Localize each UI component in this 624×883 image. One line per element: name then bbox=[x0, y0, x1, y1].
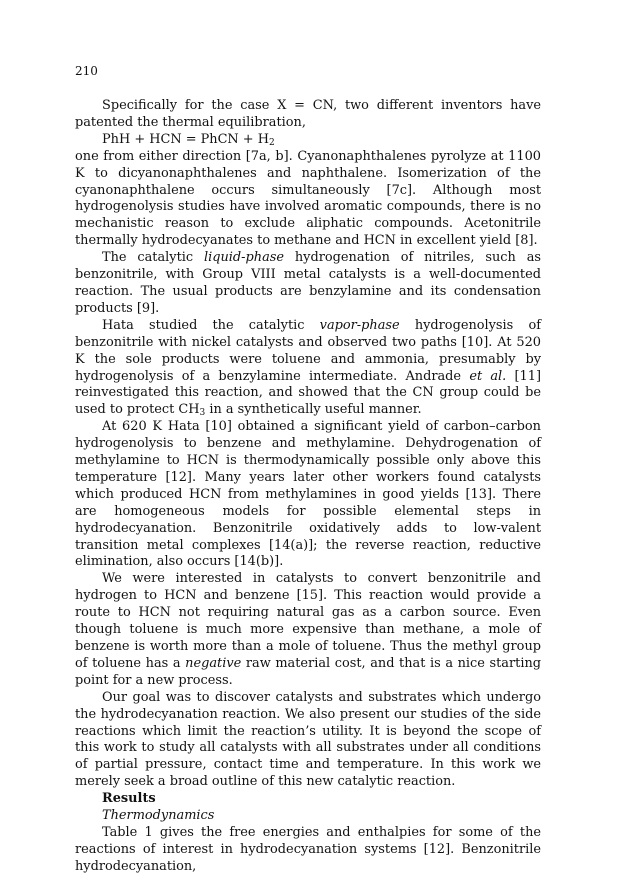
paragraph-4-text-c: [11] reinvestigated this reaction, and showed that the CN group could be used to protect CH bbox=[75, 368, 541, 418]
paragraph-3-text-a: The catalytic bbox=[102, 250, 204, 266]
paragraph-4 bbox=[75, 318, 541, 419]
paragraph-4-text-a: Hata studied the catalytic bbox=[102, 317, 320, 333]
paragraph-6 bbox=[75, 571, 541, 689]
section-title: Results bbox=[102, 791, 156, 807]
paragraph-3-emphasis: liquid-phase bbox=[203, 250, 284, 266]
paragraph-4-text-b: hydrogenolysis of benzonitrile with nickel catalysts and observed two paths [10]. At 520 K the sole products were toluene and ammonia, presumably by hydrogenolysis of a benzylamine intermediate. Andrade bbox=[75, 317, 541, 384]
paragraph-4-subscript: 3 bbox=[199, 408, 206, 419]
subsection-title: Thermodynamics bbox=[102, 808, 215, 824]
paragraph-1: Specifically for the case X = CN, two different inventors have patented the thermal equilibration, bbox=[75, 98, 541, 130]
paragraph-6-emphasis: negative bbox=[185, 655, 242, 671]
equation-text: PhH + HCN = PhCN + H bbox=[102, 131, 269, 147]
body-text bbox=[75, 98, 541, 876]
paragraph-8: Table 1 gives the free energies and enthalpies for some of the reactions of interest in hydrodecyanation systems [12]. Benzonitrile hydrodecyanation, bbox=[75, 824, 541, 874]
paragraph-6-text-b: raw material cost, and that is a nice starting point for a new process. bbox=[75, 655, 541, 688]
paragraph-6-text-a: We were interested in catalysts to convert benzonitrile and hydrogen to HCN and benzene [15]. This reaction would provide a route to HCN not requiring natural gas as a carbon source. Even though toluene is much more expensive than methane, a mole of benzene is worth more than a mole of toluene. Thus the methyl group of toluene has a bbox=[75, 571, 541, 671]
page-number: 210 bbox=[75, 64, 98, 78]
paragraph-5: At 620 K Hata [10] obtained a significant yield of carbon–carbon hydrogenolysis to benzene and methylamine. Dehydrogenation of methylamine to HCN is thermodynamically possible only above this temperature [12]. Many years later other workers found catalysts which produced HCN from methylamines in good yields [13]. There are homogeneous models for possible elemental steps in hydrodecyanation. Benzonitrile oxidatively adds to low-valent transition metal complexes [14(a)]; the reverse reaction, reductive elimination, also occurs [14(b)]. bbox=[75, 419, 541, 570]
paragraph-3-text-b: hydrogenation of nitriles, such as benzonitrile, with Group VIII metal catalysts is a well-documented reaction. The usual products are benzylamine and its condensation products [9]. bbox=[75, 250, 542, 316]
paragraph-4-text-d: in a synthetically useful manner. bbox=[205, 402, 422, 418]
paragraph-3 bbox=[75, 250, 541, 318]
paragraph-2: one from either direction [7a, b]. Cyanonaphthalenes pyrolyze at 1100 K to dicyanonaphthalenes and naphthalene. Isomerization of the cyanonaphthalene occurs simultaneously [7c]. Although most hydrogenolysis studies have involved aromatic compounds, there is no mechanistic reason to exclude aliphatic compounds. Acetonitrile thermally hydrodecyanates to methane and HCN in excellent yield [8]. bbox=[75, 148, 541, 249]
equation-subscript: 2 bbox=[268, 137, 275, 148]
paragraph-7: Our goal was to discover catalysts and substrates which undergo the hydrodecyanation reaction. We also present our studies of the side reactions which limit the reaction’s utility. It is beyond the scope of this work to study all catalysts with all substrates under all conditions of partial pressure, contact time and temperature. In this work we merely seek a broad outline of this new catalytic reaction. bbox=[75, 689, 541, 790]
paragraph-4-emphasis: vapor-phase bbox=[319, 317, 400, 333]
equation-equilibrium bbox=[75, 132, 541, 149]
paragraph-4-emphasis-2: et al. bbox=[469, 368, 507, 384]
